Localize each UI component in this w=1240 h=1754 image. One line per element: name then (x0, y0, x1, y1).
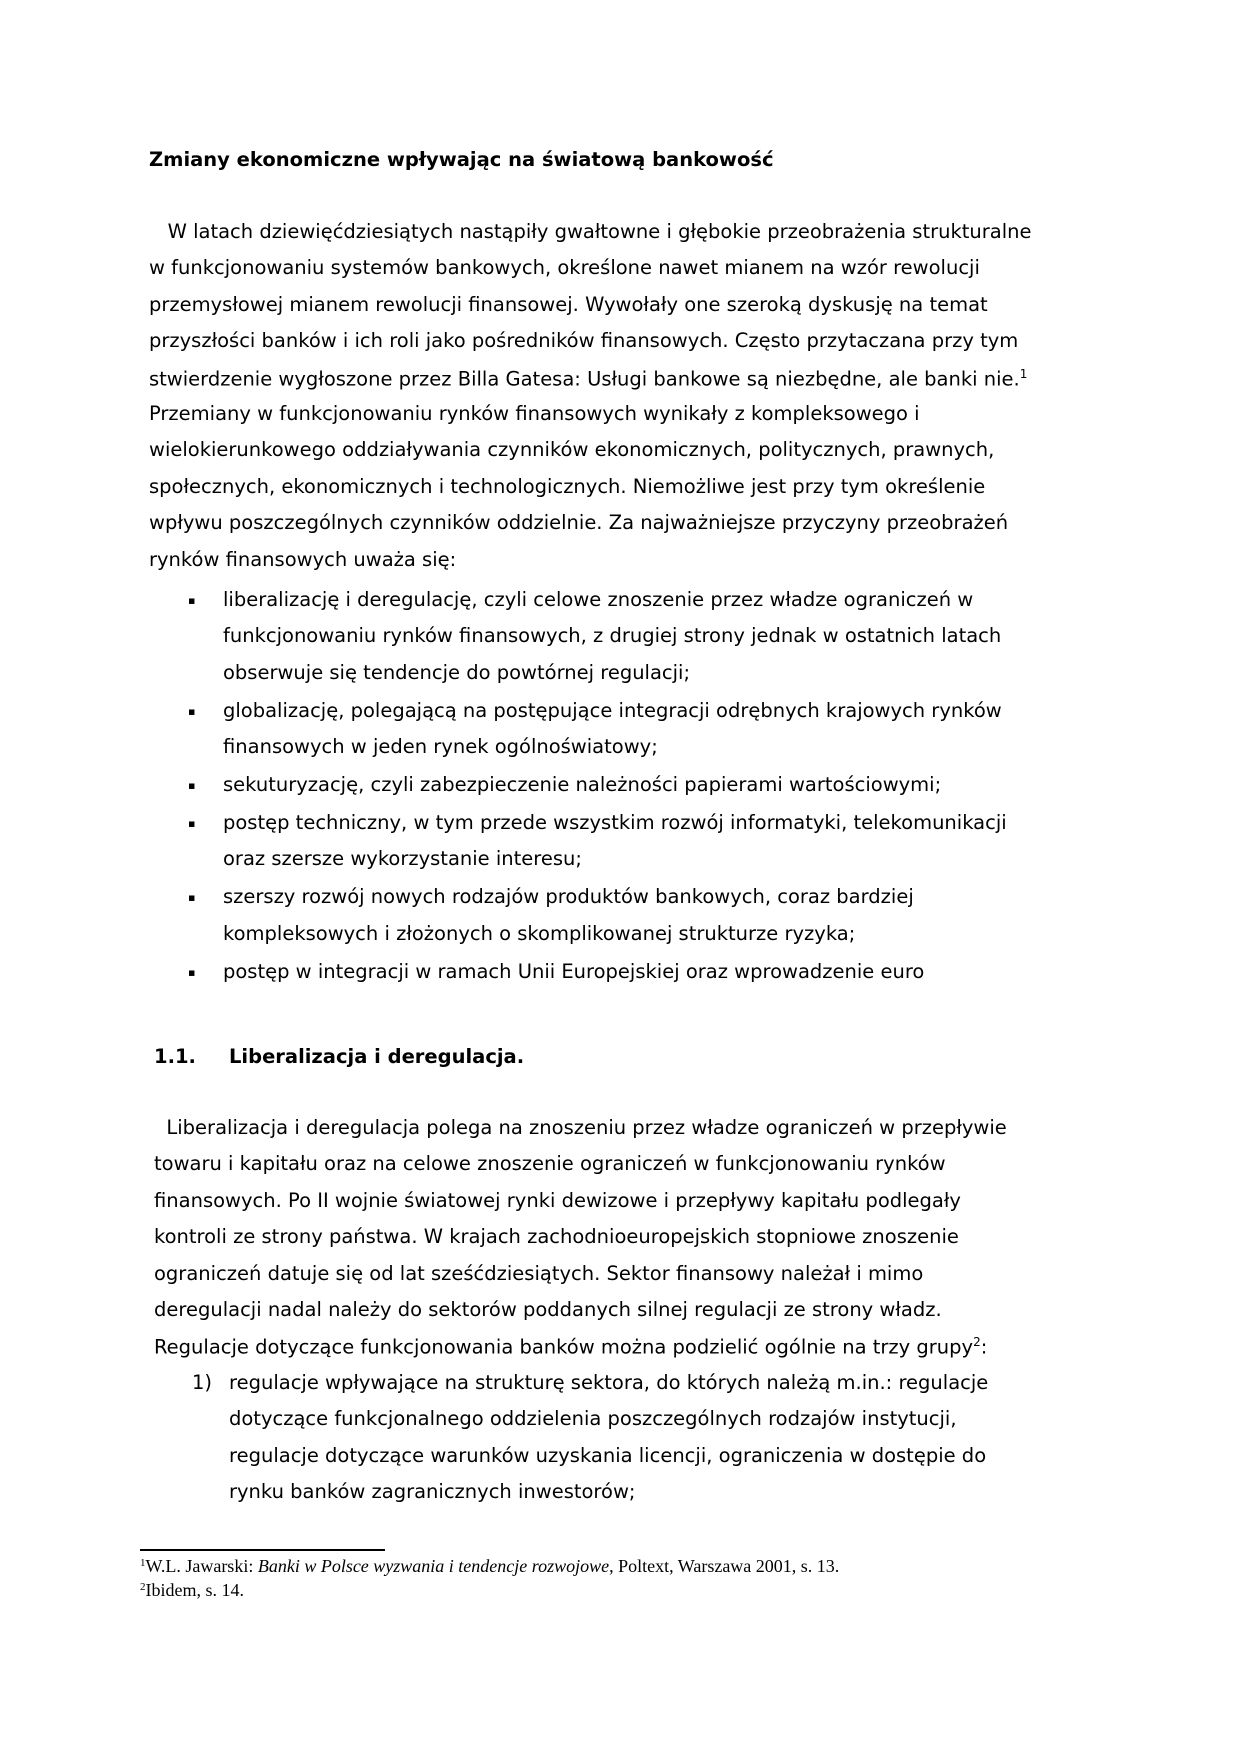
section-heading: Liberalizacja i deregulacja. (229, 1045, 525, 1068)
paragraph-line: przemysłowej mianem rewolucji finansowej. Wywołały one szeroką dyskusję na temat (149, 292, 988, 316)
bullet-line: funkcjonowaniu rynków finansowych, z drugiej strony jednak w ostatnich latach (223, 624, 1002, 648)
bullet-icon: ▪ (188, 891, 196, 905)
paragraph-line: kontroli ze strony państwa. W krajach zachodnioeuropejskich stopniowe znoszenie (154, 1225, 959, 1249)
bullet-line: finansowych w jeden rynek ogólnoświatowy; (223, 735, 658, 759)
footnote (140, 1580, 244, 1601)
footnote-title: Banki w Polsce wyzwania i tendencje rozwojowe (257, 1556, 610, 1576)
bullet-icon: ▪ (188, 779, 196, 792)
paragraph-line: wielokierunkowego oddziaływania czynników ekonomicznych, politycznych, prawnych, (149, 438, 995, 462)
footnote-text: W.L. Jawarski: (145, 1556, 258, 1576)
bullet-line: obserwuje się tendencje do powtórnej regulacji; (223, 660, 691, 684)
footnote (140, 1556, 839, 1577)
paragraph-line: Regulacje dotyczące funkcjonowania banków można podzielić ogólnie na trzy grupy$^2$: (154, 1335, 988, 1359)
bullet-icon: ▪ (188, 704, 196, 718)
footnote-ref[interactable]: 1 (1019, 366, 1028, 381)
paragraph-line: Przemiany w funkcjonowaniu rynków finansowych wynikały z kompleksowego i (149, 402, 920, 425)
paragraph-line: finansowych. Po II wojnie światowej rynki dewizowe i przepływy kapitału podlegały (154, 1188, 961, 1212)
bullet-line: globalizację, polegającą na postępujące integracji odrębnych krajowych rynków (223, 698, 1002, 722)
list-line: regulacje dotyczące warunków uzyskania licencji, ograniczenia w dostępie do (229, 1443, 987, 1467)
document-title: Zmiany ekonomiczne wpływając na światową bankowość (149, 148, 774, 171)
footnote-text: Ibidem, s. 14. (145, 1580, 244, 1600)
section-number: 1.1. (154, 1045, 196, 1068)
paragraph-line: w funkcjonowaniu systemów bankowych, określone nawet mianem na wzór rewolucji (149, 256, 980, 280)
bullet-line: postęp techniczny, w tym przede wszystkim rozwój informatyki, telekomunikacji (223, 810, 1007, 834)
list-line: dotyczące funkcjonalnego oddzielenia poszczególnych rodzajów instytucji, (229, 1407, 957, 1431)
footnote-number: 1 (140, 1557, 146, 1569)
footnote-ref[interactable]: 2 (973, 1335, 981, 1350)
bullet-icon: ▪ (188, 816, 196, 830)
paragraph-line: ograniczeń datuje się od lat sześćdziesiątych. Sektor finansowy należał i mimo (154, 1261, 924, 1285)
paragraph-line: rynków finansowych uważa się: (149, 547, 457, 571)
list-line: regulacje wpływające na strukturę sektora, do których należą m.in.: regulacje (229, 1370, 989, 1394)
footnote-number: 2 (140, 1581, 146, 1593)
colon: : (980, 1335, 988, 1359)
paragraph-line: społecznych, ekonomicznych i technologicznych. Niemożliwe jest przy tym określenie (149, 474, 986, 498)
bullet-line: oraz szersze wykorzystanie interesu; (223, 847, 582, 871)
paragraph-line: przyszłości banków i ich roli jako pośredników finansowych. Często przytaczana przy tym (149, 329, 1019, 353)
bullet-line: liberalizację i deregulację, czyli celowe znoszenie przez władze ograniczeń w (223, 588, 974, 611)
bullet-icon: ▪ (188, 965, 196, 979)
list-number: 1) (192, 1370, 213, 1394)
paragraph-line: wpływu poszczególnych czynników oddzielnie. Za najważniejsze przyczyny przeobrażeń (149, 511, 1009, 535)
bullet-line: kompleksowych i złożonych o skomplikowanej strukturze ryzyka; (223, 921, 856, 945)
bullet-line: sekuturyzację, czyli zabezpieczenie należności papierami wartościowymi; (223, 773, 942, 796)
footnote-separator (140, 1549, 385, 1551)
bullet-line: postęp w integracji w ramach Unii Europejskiej oraz wprowadzenie euro (223, 959, 925, 983)
paragraph-line: stwierdzenie wygłoszone przez Billa Gatesa: Usługi bankowe są niezbędne, ale banki nie.$^1$ (149, 366, 1028, 391)
paragraph-line: Liberalizacja i deregulacja polega na znoszeniu przez władze ograniczeń w przepływie (154, 1116, 1007, 1139)
bullet-line: szerszy rozwój nowych rodzajów produktów bankowych, coraz bardziej (223, 885, 914, 909)
paragraph-line: towaru i kapitału oraz na celowe znoszenie ograniczeń w funkcjonowaniu rynków (154, 1152, 946, 1176)
list-line: rynku banków zagranicznych inwestorów; (229, 1480, 636, 1503)
paragraph-line: deregulacji nadal należy do sektorów poddanych silnej regulacji ze strony władz. (154, 1298, 942, 1321)
bullet-icon: ▪ (188, 594, 196, 607)
footnote-text-end: , Poltext, Warszawa 2001, s. 13. (609, 1556, 840, 1576)
paragraph-line: W latach dziewięćdziesiątych nastąpiły gwałtowne i głębokie przeobrażenia strukturalne (149, 220, 1032, 243)
